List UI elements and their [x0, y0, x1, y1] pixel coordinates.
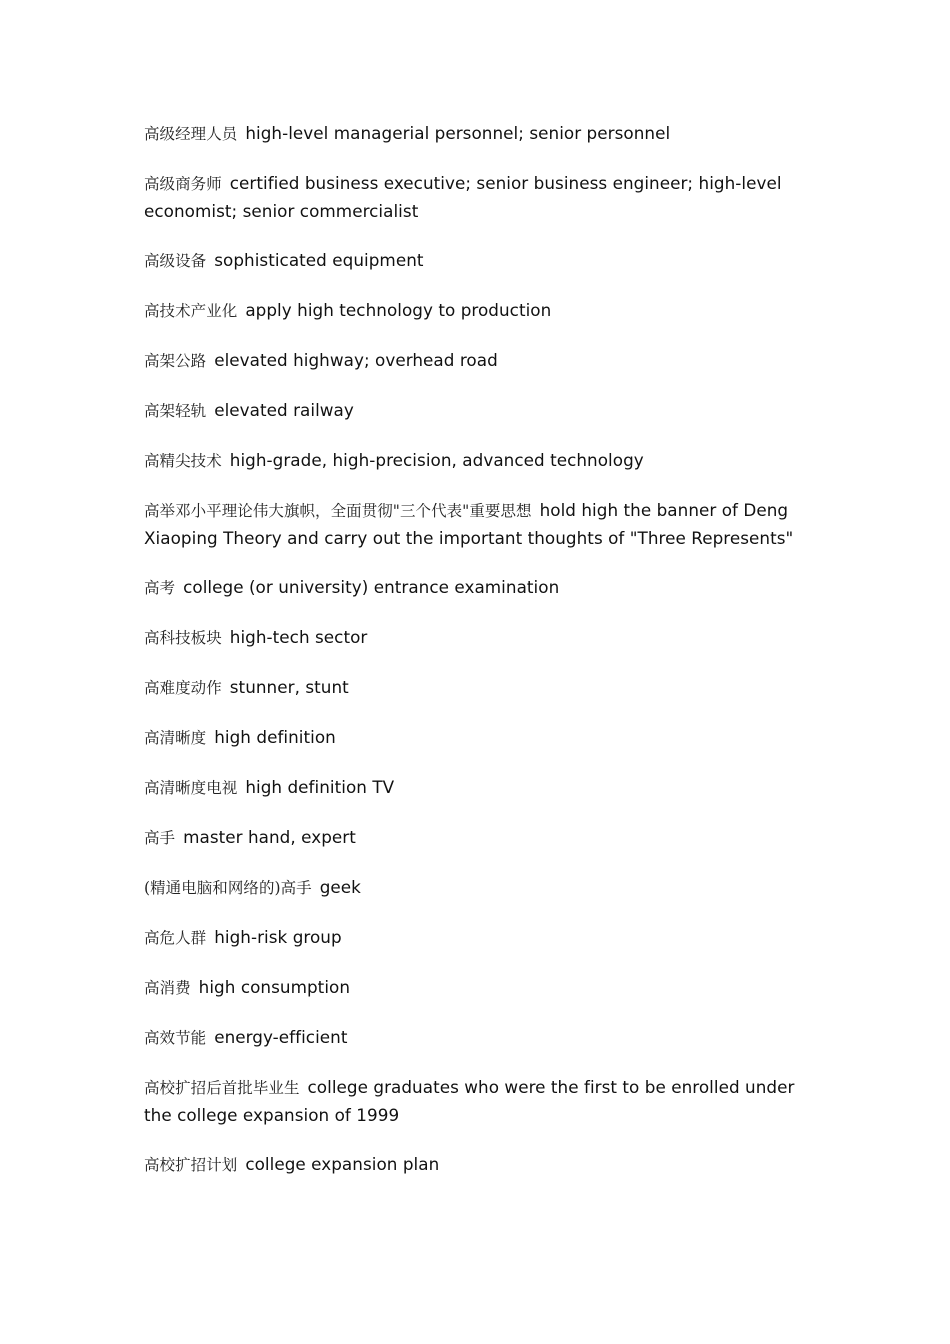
term-chinese: 高难度动作: [144, 679, 222, 697]
glossary-entry: [144, 170, 814, 225]
term-english: college (or university) entrance examination: [183, 577, 560, 597]
term-english: high-risk group: [214, 927, 342, 947]
glossary-entry: [144, 347, 814, 375]
term-english: apply high technology to production: [245, 300, 552, 320]
term-english: sophisticated equipment: [214, 250, 424, 270]
term-chinese: 高架轻轨: [144, 402, 207, 420]
term-english: master hand, expert: [183, 827, 356, 847]
term-chinese: 高清晰度电视: [144, 779, 238, 797]
glossary-entry: [144, 397, 814, 425]
term-english: hold high the banner of Deng Xiaoping Theory and carry out the important thoughts of "Three Represents": [144, 500, 794, 548]
term-chinese: 高校扩招计划: [144, 1156, 238, 1174]
term-english: energy-efficient: [214, 1027, 348, 1047]
term-chinese: 高架公路: [144, 352, 207, 370]
glossary-entry: [144, 724, 814, 752]
term-chinese: 高考: [144, 579, 176, 597]
glossary-entry: [144, 924, 814, 952]
glossary-entry: [144, 247, 814, 275]
term-chinese: 高清晰度: [144, 729, 207, 747]
term-english: elevated railway: [214, 400, 354, 420]
glossary-entry: [144, 1074, 814, 1129]
term-chinese: 高技术产业化: [144, 302, 238, 320]
term-english: college graduates who were the first to be enrolled under the college expansion of 1999: [144, 1077, 795, 1125]
glossary-entry: [144, 874, 814, 902]
term-english: high-tech sector: [229, 627, 368, 647]
term-english: high consumption: [198, 977, 351, 997]
term-english: high definition: [214, 727, 336, 747]
term-chinese: 高手: [144, 829, 176, 847]
term-chinese: 高消费: [144, 979, 191, 997]
term-english: high-grade, high-precision, advanced technology: [229, 450, 644, 470]
glossary-entry: [144, 774, 814, 802]
term-english: high definition TV: [245, 777, 395, 797]
glossary-entry: [144, 297, 814, 325]
term-english: college expansion plan: [245, 1154, 440, 1174]
glossary-entry: [144, 1024, 814, 1052]
glossary-entry: [144, 674, 814, 702]
glossary-entry: [144, 120, 814, 148]
glossary-page: [144, 120, 814, 1201]
term-chinese: 高效节能: [144, 1029, 207, 1047]
glossary-entry: [144, 574, 814, 602]
term-chinese: 高级设备: [144, 252, 207, 270]
term-english: stunner, stunt: [229, 677, 349, 697]
glossary-entry: [144, 447, 814, 475]
term-chinese: 高精尖技术: [144, 452, 222, 470]
term-english: geek: [319, 877, 361, 897]
term-english: certified business executive; senior business engineer; high-level economist; senior commercialist: [144, 173, 782, 221]
term-chinese: 高科技板块: [144, 629, 222, 647]
glossary-entry: [144, 1151, 814, 1179]
glossary-entry: [144, 497, 814, 552]
term-chinese: 高级经理人员: [144, 125, 238, 143]
term-chinese: 高校扩招后首批毕业生: [144, 1079, 300, 1097]
glossary-entry: [144, 974, 814, 1002]
glossary-entry: [144, 624, 814, 652]
glossary-entry: [144, 824, 814, 852]
term-chinese: 高举邓小平理论伟大旗帜，全面贯彻"三个代表"重要思想: [144, 502, 532, 520]
term-chinese: 高危人群: [144, 929, 207, 947]
term-chinese: (精通电脑和网络的)高手: [144, 879, 312, 897]
term-english: elevated highway; overhead road: [214, 350, 498, 370]
term-chinese: 高级商务师: [144, 175, 222, 193]
term-english: high-level managerial personnel; senior personnel: [245, 123, 671, 143]
